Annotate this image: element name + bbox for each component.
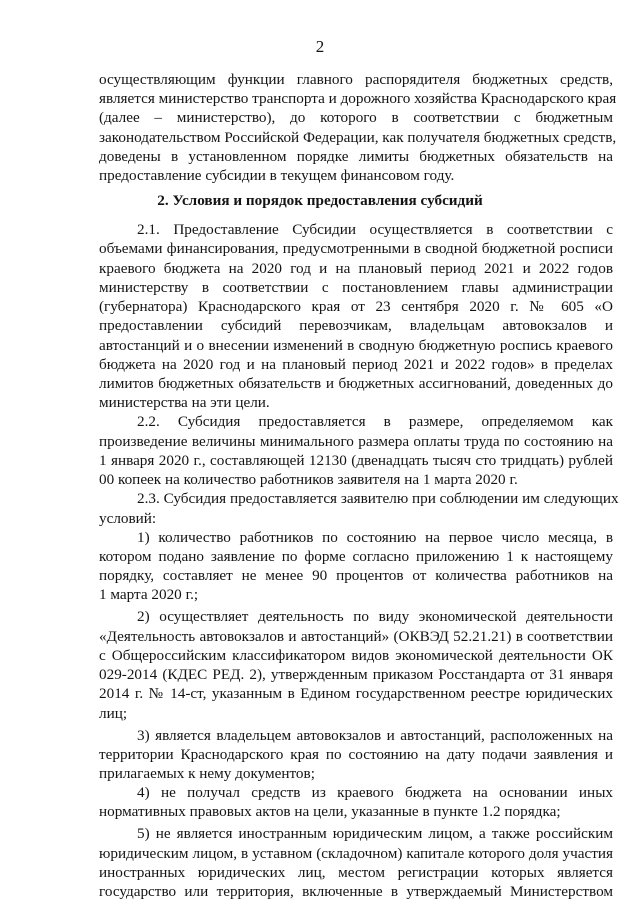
condition-2-line: лиц; — [99, 704, 128, 722]
intro-line: доведены в установленном порядке лимиты бюджетных обязательств на — [99, 147, 613, 165]
condition-4-line: 4) не получал средств из краевого бюджета на основании иных — [137, 784, 613, 802]
condition-3-line: территории Краснодарского края по состоянию на дату подачи заявления и — [99, 745, 613, 763]
clause-2-2-line: 1 января 2020 г., составляющей 12130 (двенадцать тысяч сто тридцать) рублей — [99, 451, 613, 469]
page-number: 2 — [315, 37, 325, 56]
condition-1-line: 1) количество работников по состоянию на первое число месяца, в — [137, 528, 613, 546]
clause-2-2-line: произведение величины минимального размера оплаты труда по состоянию на — [99, 432, 613, 450]
condition-5-line: 5) не является иностранным юридическим лицом, а также российским — [137, 825, 613, 843]
clause-2-1-line: (губернатора) Краснодарского края от 23 сентября 2020 г. № 605 «О — [99, 298, 613, 315]
condition-3-line: 3) является владельцем автовокзалов и автостанций, расположенных на — [137, 726, 613, 744]
intro-line: осуществляющим функции главного распорядителя бюджетных средств, — [99, 71, 613, 88]
condition-5-line: юридическим лицом, в уставном (складочном) капитале которого доля участия — [99, 844, 613, 862]
condition-3-line: прилагаемых к нему документов; — [99, 764, 315, 782]
clause-2-1-line: министерства на эти цели. — [99, 394, 270, 412]
condition-2-line: 029-2014 (КДЕС РЕД. 2), утвержденным приказом Росстандарта от 31 января — [99, 666, 613, 683]
condition-5-line: государство или территория, включенные в утверждаемый Министерством — [99, 883, 613, 900]
section-heading: 2. Условия и порядок предоставления субсидий — [157, 191, 483, 209]
clause-2-1-line: краевого бюджета на 2020 год и на плановый период 2021 и 2022 годов — [99, 259, 613, 277]
condition-1-line: порядку, составляет не менее 90 процентов от количества работников на — [99, 567, 613, 585]
condition-2-line: 2) осуществляет деятельность по виду экономической деятельности — [137, 608, 613, 626]
clause-2-1-line: бюджета на 2020 год и на плановый период 2021 и 2022 годов» в пределах — [99, 355, 613, 373]
intro-line: предоставление субсидии в текущем финансовом году. — [99, 167, 455, 185]
clause-2-1-line: предоставлении субсидий перевозчикам, владельцам автовокзалов и — [99, 317, 613, 335]
clause-2-1-line: лимитов бюджетных обязательств и бюджетных ассигнований, доведенных до — [99, 374, 613, 392]
condition-1-line: котором подано заявление по форме согласно приложению 1 к настоящему — [99, 547, 613, 565]
condition-2-line: 2014 г. № 14-ст, указанным в Едином государственном реестре юридических — [99, 685, 613, 703]
clause-2-1-line: автостанций и о внесении изменений в сводную бюджетную роспись краевого — [99, 336, 613, 354]
clause-2-3-line: условий: — [99, 509, 157, 527]
clause-2-2-line: 00 копеек на количество работников заявителя на 1 марта 2020 г. — [99, 471, 518, 488]
condition-1-line: 1 марта 2020 г.; — [99, 586, 199, 604]
condition-4-line: нормативных правовых актов на цели, указанные в пункте 1.2 порядка; — [99, 803, 561, 821]
clause-2-2-line: 2.2. Субсидия предоставляется в размере, определяемом как — [137, 413, 613, 431]
clause-2-1-line: 2.1. Предоставление Субсидии осуществляется в соответствии с — [137, 221, 613, 239]
intro-line: законодательством Российской Федерации, как получателя бюджетных средств, — [99, 128, 617, 146]
intro-line: является министерство транспорта и дорожного хозяйства Краснодарского края — [99, 90, 617, 108]
condition-2-line: с Общероссийским классификатором видов экономической деятельности ОК — [99, 646, 613, 664]
condition-2-line: «Деятельность автовокзалов и автостанций» (ОКВЭД 52.21.21) в соответствии — [99, 627, 613, 645]
clause-2-1-line: министерству в соответствии с постановлением главы администрации — [99, 278, 613, 296]
clause-2-3-line: 2.3. Субсидия предоставляется заявителю при соблюдении им следующих — [137, 490, 619, 508]
intro-line: (далее – министерство), до которого в соответствии с бюджетным — [99, 109, 613, 127]
clause-2-1-line: объемами финансирования, предусмотренными в сводной бюджетной росписи — [99, 240, 613, 258]
condition-5-line: иностранных юридических лиц, местом регистрации которых является — [99, 863, 613, 881]
